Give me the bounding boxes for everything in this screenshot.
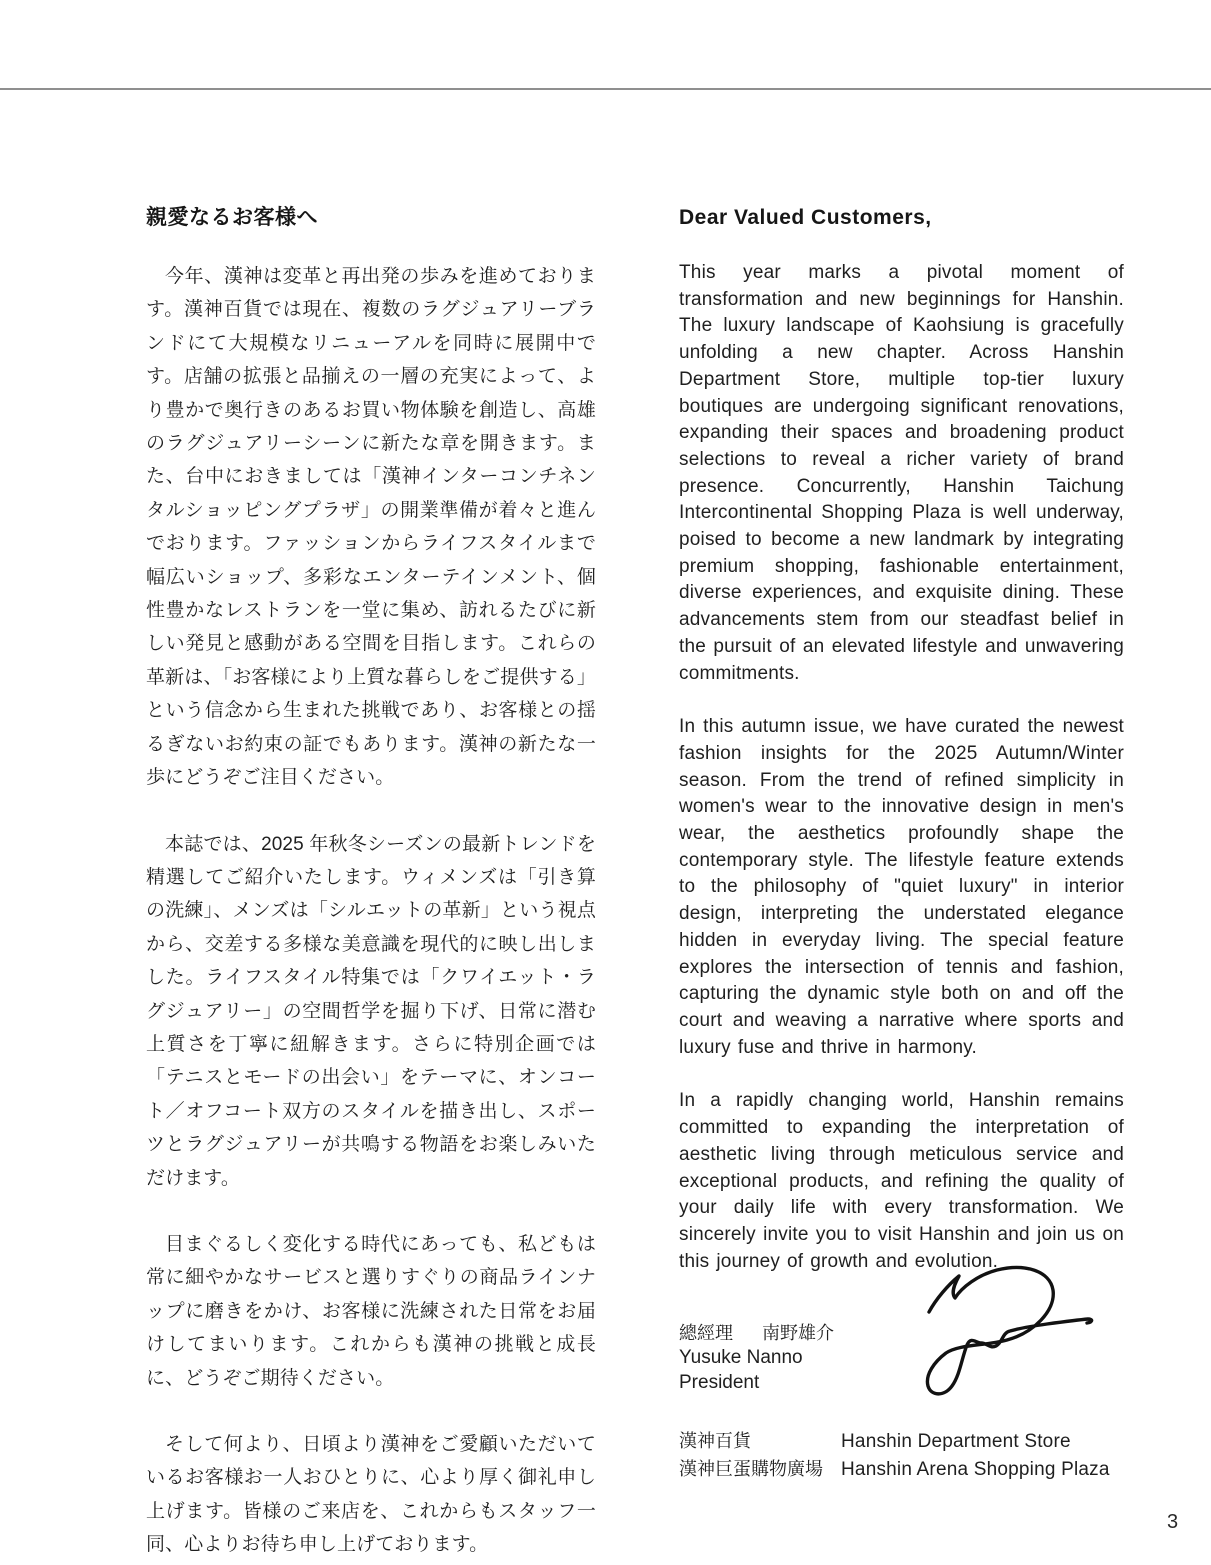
company-name-zh: 漢神巨蛋購物廣場 [679, 1458, 823, 1479]
handwritten-signature-icon [900, 1245, 1120, 1405]
signature-block [679, 1320, 834, 1395]
company-name-en: Hanshin Arena Shopping Plaza [841, 1458, 1110, 1480]
company-row-2 [679, 1456, 1110, 1484]
signer-title-en: President [679, 1371, 760, 1393]
page-number: 3 [1167, 1511, 1179, 1533]
company-row-1 [679, 1428, 1110, 1456]
japanese-paragraph-1: 今年、漢神は変革と再出発の歩みを進めております。漢神百貨では現在、複数のラグジュアリーブランドにて大規模なリニューアルを同時に展開中です。店舗の拡張と品揃えの一層の充実によって、より豊かで奥行きのあるお買い物体験を創造し、高雄のラグジュアリーシーンに新たな章を開きます。また、台中におきましては「漢神インターコンチネンタルショッピングプラザ」の開業準備が着々と進んでおります。ファッションからライフスタイルまで幅広いショップ、多彩なエンターテインメント、個性豊かなレストランを一堂に集め、訪れるたびに新しい発見と感動がある空間を目指します。これらの革新は、「お客様により上質な暮らしをご提供する」という信念から生まれた挑戦であり、お客様との揺るぎないお約束の証でもあります。漢神の新たな一歩にどうぞご注目ください。 [146, 266, 596, 789]
signer-name-en: Yusuke Nanno [679, 1347, 803, 1368]
english-letter-column [679, 205, 1124, 1302]
english-paragraph-1: This year marks a pivotal moment of transformation and new beginnings for Hanshin. The luxury landscape of Kaohsiung is gracefully unfolding a new chapter. Across Hanshin Department Store, multiple top-tier luxury boutiques are undergoing significant renovations, expanding their spaces and broadening product selections to reveal a richer variety of brand presence. Concurrently, Hanshin Taichung Intercontinental Shopping Plaza is well underway, poised to become a new landmark by integrating premium shopping, fashionable entertainment, diverse experiences, and exquisite dining. These advancements stem from our steadfast belief in the pursuit of an elevated lifestyle and unwavering commitments. [679, 262, 1124, 684]
top-divider-rule [0, 88, 1211, 90]
japanese-letter-column [146, 205, 596, 1565]
japanese-heading: 親愛なるお客様へ [146, 206, 318, 229]
japanese-paragraph-2: 本誌では、2025 年秋冬シーズンの最新トレンドを精選してご紹介いたします。ウィメンズは「引き算の洗練」、メンズは「シルエットの革新」という視点から、交差する多様な美意識を現代的に映し出しました。ライフスタイル特集では「クワイエット・ラグジュアリー」の空間哲学を掘り下げ、日常に潜む上質さを丁寧に紐解きます。さらに特別企画では「テニスとモードの出会い」をテーマに、オンコート／オフコート双方のスタイルを描き出し、スポーツとラグジュアリーが共鳴する物語をお楽しみいただけます。 [146, 833, 596, 1189]
english-paragraph-3: In a rapidly changing world, Hanshin remains committed to expanding the interpretation of aesthetic living through meticulous service and exceptional products, and refining the quality of your daily life with every transformation. We sincerely invite you to visit Hanshin and join us on this journey of growth and evolution. [679, 1090, 1124, 1272]
signer-line-zh [679, 1320, 834, 1346]
signer-role-zh: 總經理 [679, 1323, 733, 1343]
english-paragraph-2: In this autumn issue, we have curated the newest fashion insights for the 2025 Autumn/Winter season. From the trend of refined simplicity in women's wear to the innovative design in men's wear, the aesthetics profoundly shape the contemporary style. The lifestyle feature extends to the philosophy of "quiet luxury" in interior design, interpreting the understated elegance hidden in everyday living. The special feature explores the intersection of tennis and fashion, capturing the dynamic style both on and off the court and weaving a narrative where sports and luxury fuse and thrive in harmony. [679, 716, 1124, 1058]
company-list [679, 1428, 1110, 1483]
japanese-paragraph-3: 目まぐるしく変化する時代にあっても、私どもは常に細やかなサービスと選りすぐりの商品ラインナップに磨きをかけ、お客様に洗練された日常をお届けしてまいります。これからも漢神の挑戦と成長に、どうぞご期待ください。 [146, 1233, 596, 1389]
company-name-en: Hanshin Department Store [841, 1431, 1071, 1452]
japanese-paragraph-4: そして何より、日頃より漢神をご愛顧いただいているお客様お一人おひとりに、心より厚く御礼申し上げます。皆様のご来店を、これからもスタッフ一同、心よりお待ち申し上げております。 [146, 1434, 596, 1556]
english-heading: Dear Valued Customers, [679, 206, 932, 229]
signer-name-zh: 南野雄介 [762, 1323, 834, 1343]
company-name-zh: 漢神百貨 [679, 1431, 751, 1451]
